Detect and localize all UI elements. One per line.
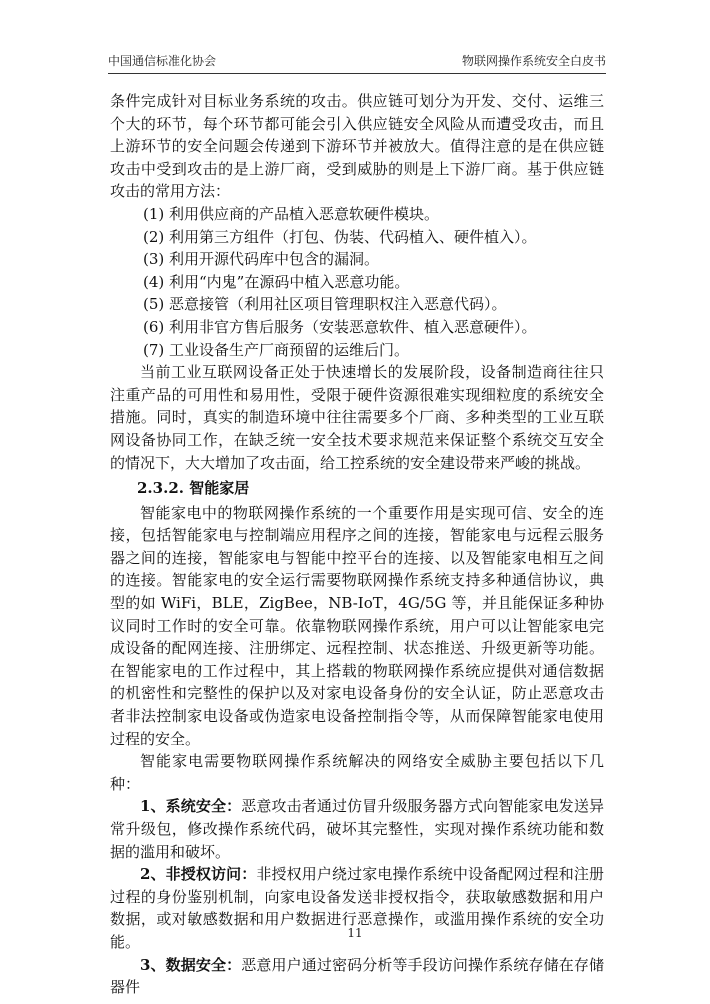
list-item: (2) 利用第三方组件（打包、伪装、代码植入、硬件植入）。 [143,227,537,246]
threat-title: 3、数据安全： [140,955,242,974]
list-item: (6) 利用非官方售后服务（安装恶意软件、植入恶意硬件）。 [143,317,537,336]
list-item: (1) 利用供应商的产品植入恶意软硬件模块。 [143,204,440,223]
header-organization: 中国通信标准化协会 [108,54,217,68]
threat-text: 恶意攻击者通过仿冒升级服务器方式向智能家电发送异常升级包，修改操作系统代码，破坏其完整性，实现对操作系统功能和数据的滥用和破坏。 [110,797,604,861]
paragraph-industrial-iot: 当前工业互联网设备正处于快速增长的发展阶段，设备制造商往往只注重产品的可用性和易用性，受限于硬件资源很难实现细粒度的系统安全措施。同时，真实的制造环境中往往需要多个厂商、多种类型的工业互联网设备协同工作，在缺乏统一安全技术要求规范来保证整个系统交互安全的情况下，大大增加了攻击面，给工控系统的安全建设带来严峻的挑战。 [110,363,604,472]
page-footer [0,926,710,940]
list-item: (5) 恶意接管（利用社区项目管理职权注入恶意代码）。 [143,295,507,314]
threat-title: 1、系统安全： [140,797,242,816]
list-item: (4) 利用“内鬼”在源码中植入恶意功能。 [143,272,410,291]
body-text [110,90,604,999]
page-header [108,52,606,74]
threat-item [110,863,604,953]
page-number: 11 [347,926,363,940]
paragraph-threats-intro: 智能家电需要物联网操作系统解决的网络安全威胁主要包括以下几种： [110,752,604,793]
threat-title: 2、非授权访问： [140,865,257,884]
threat-text: 非授权用户绕过家电操作系统中设备配网过程和注册过程的身份鉴别机制，向家电设备发送非授权指令，获取敏感数据和用户数据，或对敏感数据和用户数据进行恶意操作，或滥用操作系统的安全功能。 [110,865,604,951]
paragraph-smart-home: 智能家电中的物联网操作系统的一个重要作用是实现可信、安全的连接，包括智能家电与控制端应用程序之间的连接，智能家电与远程云服务器之间的连接，智能家电与智能中控平台的连接、以及智能家电相互之间的连接。智能家电的安全运行需要物联网操作系统支持多种通信协议，典型的如 WiFi，BLE，ZigBee，NB-IoT，4G/5G 等，并且能保证多种协议同时工作时的安全可靠。依靠物联网操作系统，用户可以让智能家电完成设备的配网连接、注册绑定、远程控制、状态推送、升级更新等功能。在智能家电的工作过程中，其上搭载的物联网操作系统应提供对通信数据的机密性和完整性的保护以及对家电设备身份的安全认证，防止恶意攻击者非法控制家电设备或伪造家电设备控制指令等，从而保障智能家电使用过程的安全。 [110,503,604,748]
header-document-title: 物联网操作系统安全白皮书 [461,54,606,68]
paragraph-supply-chain: 条件完成针对目标业务系统的攻击。供应链可划分为开发、交付、运维三个大的环节，每个环节都可能会引入供应链安全风险从而遭受攻击，而且上游环节的安全问题会传递到下游环节并被放大。值得注意的是在供应链攻击中受到攻击的是上游厂商，受到威胁的则是上下游厂商。基于供应链攻击的常用方法： [110,92,604,201]
threat-item [110,795,604,863]
threat-text: 恶意用户通过密码分析等手段访问操作系统存储在存储器件 [110,955,604,997]
list-item: (7) 工业设备生产厂商预留的运维后门。 [143,340,410,359]
section-heading: 2.3.2. 智能家居 [137,479,250,498]
list-item: (3) 利用开源代码库中包含的漏洞。 [143,250,380,269]
threat-item [110,954,604,999]
